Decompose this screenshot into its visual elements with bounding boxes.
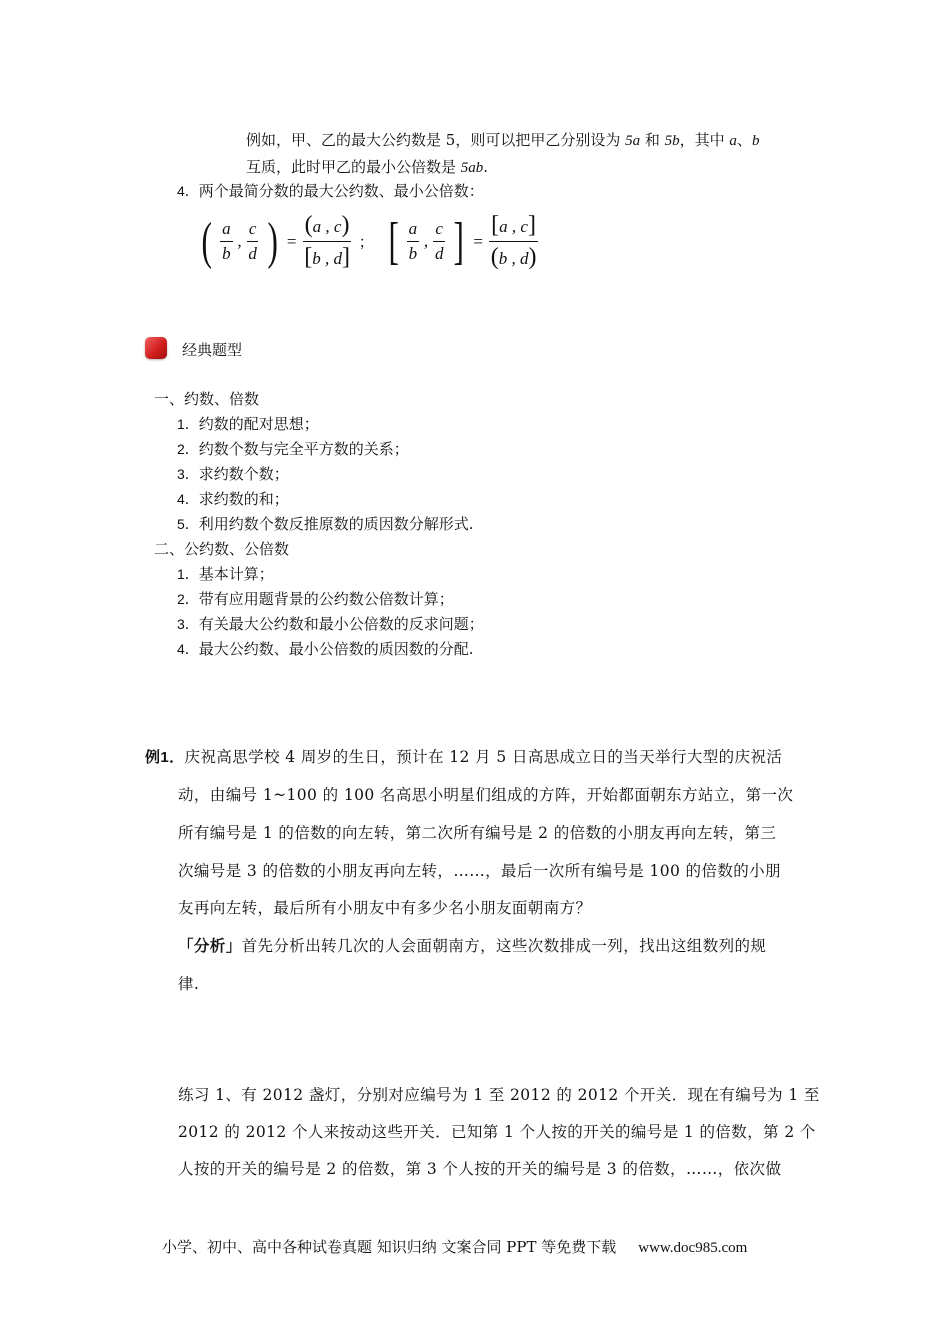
example1-line: 友再向左转，最后所有小朋友中有多少名小朋友面朝南方？ xyxy=(178,899,592,917)
equals-sign: = xyxy=(473,231,483,251)
item-text: 两个最简分数的最大公约数、最小公倍数： xyxy=(198,182,484,200)
item-text: 带有应用题背景的公约数公倍数计算； xyxy=(198,590,454,608)
fraction-a-over-b xyxy=(220,219,233,264)
exercise1-line: 人按的开关的编号是 2 的倍数，第 3 个人按的开关的编号是 3 的倍数，……，依次做 xyxy=(178,1160,782,1178)
item-text: 求约数的和； xyxy=(198,490,289,508)
numerator-c: c xyxy=(247,219,259,242)
example1-line: 动，由编号 1~100 的 100 名高思小明星们组成的方阵，开始都面朝东方站立，第一次 xyxy=(178,786,794,804)
outline-item xyxy=(177,638,474,659)
semicolon: ； xyxy=(358,233,374,251)
intro-line-1 xyxy=(246,130,759,151)
left-paren: ( xyxy=(201,212,212,270)
fraction-c-over-d xyxy=(433,219,446,264)
outline-item xyxy=(177,563,274,584)
outline-item xyxy=(177,613,484,634)
var-c: c xyxy=(333,217,342,236)
outline-item xyxy=(177,463,289,484)
fraction-a-over-b xyxy=(407,219,420,264)
intro-line-2 xyxy=(246,157,488,178)
numerator-c: c xyxy=(433,219,445,242)
intro-text: 互质，此时甲乙的最小公倍数是 xyxy=(246,158,461,176)
lcm-ac: [a , c] xyxy=(489,212,538,242)
analysis-text: 首先分析出转几次的人会面朝南方，这些次数排成一列，找出这组数列的规 xyxy=(241,937,767,955)
outline-part1-title: 一、约数、倍数 xyxy=(154,390,260,408)
outline-item xyxy=(177,488,289,509)
fraction-gcd-over-lcm xyxy=(302,212,352,271)
denominator-d: d xyxy=(248,244,257,263)
item-number: 4． xyxy=(177,491,199,507)
item-number: 2． xyxy=(177,441,199,457)
gcd-bd: (b , d) xyxy=(490,244,537,270)
item-number: 3． xyxy=(177,466,199,482)
lcm-bd: [b , d] xyxy=(304,244,350,270)
exercise1-line: 练习 1、有 2012 盏灯，分别对应编号为 1 至 2012 的 2012 个开关．现在有编号为 1 至 xyxy=(178,1086,820,1104)
comma: , xyxy=(423,231,429,251)
var-b: b xyxy=(498,249,508,268)
outline-item xyxy=(177,438,409,459)
comma: , xyxy=(511,249,516,268)
item-text: 求约数个数； xyxy=(198,465,289,483)
intro-item-4 xyxy=(177,181,484,201)
intro-text: 和 xyxy=(640,131,665,149)
right-bracket: ] xyxy=(453,212,465,270)
intro-text: 例如，甲、乙的最大公约数是 5，则可以把甲乙分别设为 xyxy=(246,131,626,149)
analysis-line: 律. xyxy=(178,975,200,993)
comma: , xyxy=(324,249,330,268)
var-a: a xyxy=(499,217,508,236)
math-5ab: 5ab xyxy=(460,160,484,176)
left-bracket: [ xyxy=(387,212,399,270)
var-b: b xyxy=(312,249,321,268)
intro-text: ，其中 xyxy=(679,131,730,149)
section-marker-icon xyxy=(145,337,167,359)
item-number: 1． xyxy=(177,566,199,582)
example1-line: 次编号是 3 的倍数的小朋友再向左转，……，最后一次所有编号是 100 的倍数的小朋 xyxy=(178,862,781,880)
gcd-lcm-fraction-formula xyxy=(198,212,538,284)
intro-text: . xyxy=(483,158,489,176)
fraction-lcm-over-gcd xyxy=(489,212,539,271)
equals-sign: = xyxy=(286,231,297,251)
footer-url[interactable]: www.doc985.com xyxy=(638,1240,748,1256)
comma: , xyxy=(325,217,330,236)
item-number: 2． xyxy=(177,591,199,607)
analysis-line xyxy=(178,934,766,956)
gcd-ac: (a , c) xyxy=(303,212,352,242)
exercise1-line: 2012 的 2012 个人来按动这些开关．已知第 1 个人按的开关的编号是 1 的倍数，第 2 个 xyxy=(178,1123,816,1141)
right-paren: ) xyxy=(267,212,278,270)
item-number: 4． xyxy=(177,641,199,657)
math-b: b xyxy=(751,133,760,149)
item-number: 4． xyxy=(177,183,199,199)
math-5a: 5a xyxy=(625,133,641,149)
item-text: 基本计算； xyxy=(198,565,274,583)
item-text: 约数的配对思想； xyxy=(198,415,319,433)
var-d: d xyxy=(333,249,342,268)
item-text: 有关最大公约数和最小公倍数的反求问题； xyxy=(198,615,484,633)
outline-part2-title: 二、公约数、公倍数 xyxy=(154,540,290,558)
example-label: 例1． xyxy=(145,749,185,766)
outline-item xyxy=(177,588,454,609)
intro-text: 、 xyxy=(736,131,752,149)
example-text: 庆祝高思学校 4 周岁的生日，预计在 12 月 5 日高思成立日的当天举行大型的庆祝活 xyxy=(184,748,783,766)
item-text: 利用约数个数反推原数的质因数分解形式. xyxy=(198,515,474,533)
denominator-d: d xyxy=(434,244,444,263)
page-footer xyxy=(162,1236,747,1257)
comma: , xyxy=(511,217,517,236)
denominator-b: b xyxy=(408,244,418,263)
comma: , xyxy=(237,231,242,251)
outline-item xyxy=(177,513,474,534)
example1-line xyxy=(145,745,782,767)
numerator-a: a xyxy=(220,219,233,242)
analysis-label: 「分析」 xyxy=(178,936,242,955)
var-d: d xyxy=(519,249,529,268)
var-a: a xyxy=(312,217,322,236)
fraction-c-over-d xyxy=(246,219,259,264)
item-number: 3． xyxy=(177,616,199,632)
item-text: 最大公约数、最小公倍数的质因数的分配. xyxy=(198,640,474,658)
item-text: 约数个数与完全平方数的关系； xyxy=(198,440,409,458)
example1-line: 所有编号是 1 的倍数的向左转，第二次所有编号是 2 的倍数的小朋友再向左转，第三 xyxy=(178,824,777,842)
section-title: 经典题型 xyxy=(182,341,243,359)
outline-item xyxy=(177,413,319,434)
item-number: 1． xyxy=(177,416,199,432)
var-c: c xyxy=(520,217,528,236)
footer-text: 小学、初中、高中各种试卷真题 知识归纳 文案合同 PPT 等免费下载 xyxy=(162,1238,617,1256)
numerator-a: a xyxy=(407,219,420,242)
math-a: a xyxy=(729,133,737,149)
denominator-b: b xyxy=(222,244,231,263)
item-number: 5． xyxy=(177,516,199,532)
math-5b: 5b xyxy=(664,133,680,149)
